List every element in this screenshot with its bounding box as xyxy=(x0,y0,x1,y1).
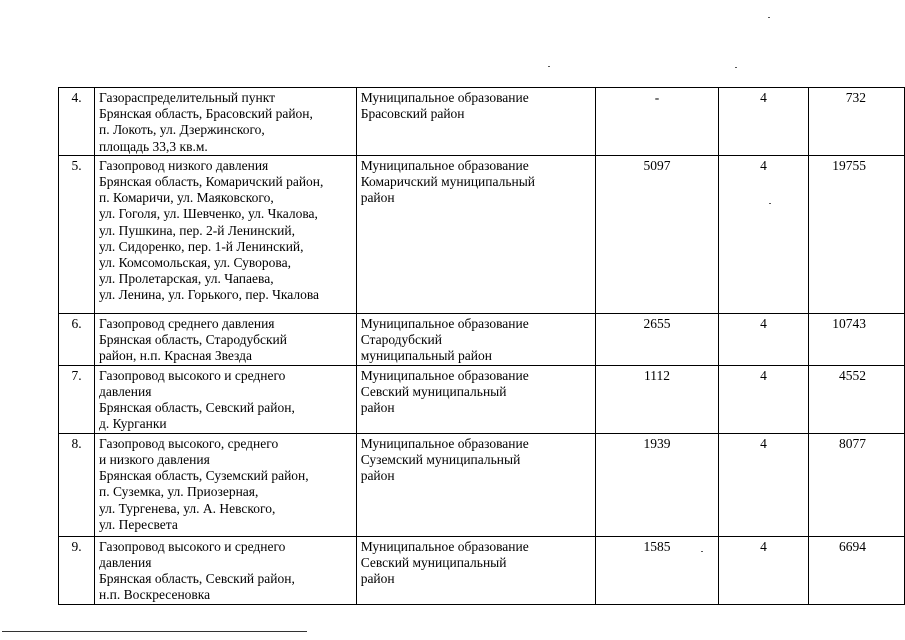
length-cell: - xyxy=(596,88,719,156)
objects-table xyxy=(58,87,905,605)
object-line: ул. Комсомольская, ул. Суворова, xyxy=(99,255,291,271)
object-line: ул. Тургенева, ул. А. Невского, xyxy=(99,500,276,516)
table-row xyxy=(59,313,905,365)
length-cell: 2655 xyxy=(596,313,719,365)
scan-speck xyxy=(548,66,550,67)
owner-cell xyxy=(356,88,595,156)
row-number: 5. xyxy=(59,155,95,313)
object-line: ул. Пересвета xyxy=(99,516,178,532)
object-cell xyxy=(95,365,357,433)
category-cell: 4 xyxy=(718,313,808,365)
scan-speck xyxy=(769,203,771,204)
object-line: Брянская область, Севский район, xyxy=(99,400,295,416)
value-cell: 732 xyxy=(809,88,905,156)
object-line: п. Суземка, ул. Приозерная, xyxy=(99,484,259,500)
row-number: 6. xyxy=(59,313,95,365)
owner-line: район xyxy=(360,190,395,206)
object-line: Брянская область, Стародубский xyxy=(99,332,287,348)
object-line: площадь 33,3 кв.м. xyxy=(99,138,208,154)
owner-line: Муниципальное образование xyxy=(360,367,529,383)
object-line: ул. Сидоренко, пер. 1-й Ленинский, xyxy=(99,238,304,254)
category-cell: 4 xyxy=(718,88,808,156)
value-cell: 19755 xyxy=(809,155,905,313)
scan-speck xyxy=(768,17,770,18)
owner-cell xyxy=(356,433,595,536)
object-line: н.п. Воскресеновка xyxy=(99,587,211,603)
owner-line: Суземский муниципальный xyxy=(360,452,521,468)
owner-line: Брасовский район xyxy=(360,106,465,122)
owner-line: Муниципальное образование xyxy=(360,538,529,554)
object-line: район, н.п. Красная Звезда xyxy=(99,348,252,364)
owner-cell xyxy=(356,155,595,313)
owner-line: Севский муниципальный xyxy=(360,555,507,571)
owner-line: район xyxy=(360,468,395,484)
object-line: ул. Ленина, ул. Горького, пер. Чкалова xyxy=(99,287,320,303)
table-row xyxy=(59,155,905,313)
owner-line: Комаричский муниципальный xyxy=(360,174,536,190)
owner-cell xyxy=(356,313,595,365)
object-line: Брянская область, Суземский район, xyxy=(99,468,309,484)
table-body xyxy=(59,88,905,605)
table-row xyxy=(59,433,905,536)
object-line: Газопровод высокого и среднего xyxy=(99,538,286,554)
owner-line: Муниципальное образование xyxy=(360,435,529,451)
length-cell: 5097 xyxy=(596,155,719,313)
object-line: ул. Пролетарская, ул. Чапаева, xyxy=(99,271,274,287)
object-line: Газопровод высокого, среднего xyxy=(99,435,279,451)
table-row xyxy=(59,365,905,433)
value-cell: 8077 xyxy=(809,433,905,536)
length-cell: 1112 xyxy=(596,365,719,433)
object-line: Газопровод высокого и среднего xyxy=(99,367,286,383)
object-cell xyxy=(95,536,357,604)
object-line: Брянская область, Комаричский район, xyxy=(99,174,324,190)
value-cell: 10743 xyxy=(809,313,905,365)
owner-cell xyxy=(356,365,595,433)
row-number: 9. xyxy=(59,536,95,604)
category-cell: 4 xyxy=(718,365,808,433)
object-cell xyxy=(95,155,357,313)
table-row xyxy=(59,88,905,156)
table-row xyxy=(59,536,905,604)
value-cell: 6694 xyxy=(809,536,905,604)
object-cell xyxy=(95,88,357,156)
object-line: Газопровод низкого давления xyxy=(99,157,269,173)
value-cell: 4552 xyxy=(809,365,905,433)
owner-line: Муниципальное образование xyxy=(360,315,529,331)
object-line: ул. Гоголя, ул. Шевченко, ул. Чкалова, xyxy=(99,206,318,222)
object-cell xyxy=(95,313,357,365)
row-number: 4. xyxy=(59,88,95,156)
object-line: давления xyxy=(99,555,152,571)
footnote-rule xyxy=(2,631,307,632)
owner-line: район xyxy=(360,571,395,587)
length-cell: 1939 xyxy=(596,433,719,536)
owner-line: район xyxy=(360,400,395,416)
scan-speck xyxy=(701,551,703,552)
row-number: 7. xyxy=(59,365,95,433)
owner-line: Стародубский xyxy=(360,332,442,348)
object-line: Газораспределительный пункт xyxy=(99,90,275,105)
category-cell: 4 xyxy=(718,155,808,313)
object-line: п. Локоть, ул. Дзержинского, xyxy=(99,122,265,138)
owner-line: Муниципальное образование xyxy=(360,157,529,173)
length-cell: 1585 xyxy=(596,536,719,604)
object-line: Газопровод среднего давления xyxy=(99,315,275,331)
object-line: и низкого давления xyxy=(99,452,210,468)
object-line: д. Курганки xyxy=(99,416,167,432)
object-line: п. Комаричи, ул. Маяковского, xyxy=(99,190,274,206)
owner-line: муниципальный район xyxy=(360,348,492,364)
owner-line: Муниципальное образование xyxy=(360,90,529,105)
object-line: Брянская область, Севский район, xyxy=(99,571,295,587)
object-line: Брянская область, Брасовский район, xyxy=(99,106,313,122)
category-cell: 4 xyxy=(718,433,808,536)
owner-cell xyxy=(356,536,595,604)
object-line: ул. Пушкина, пер. 2-й Ленинский, xyxy=(99,222,295,238)
category-cell: 4 xyxy=(718,536,808,604)
scan-speck xyxy=(735,67,737,68)
object-line: давления xyxy=(99,384,152,400)
owner-line: Севский муниципальный xyxy=(360,384,507,400)
row-number: 8. xyxy=(59,433,95,536)
object-cell xyxy=(95,433,357,536)
